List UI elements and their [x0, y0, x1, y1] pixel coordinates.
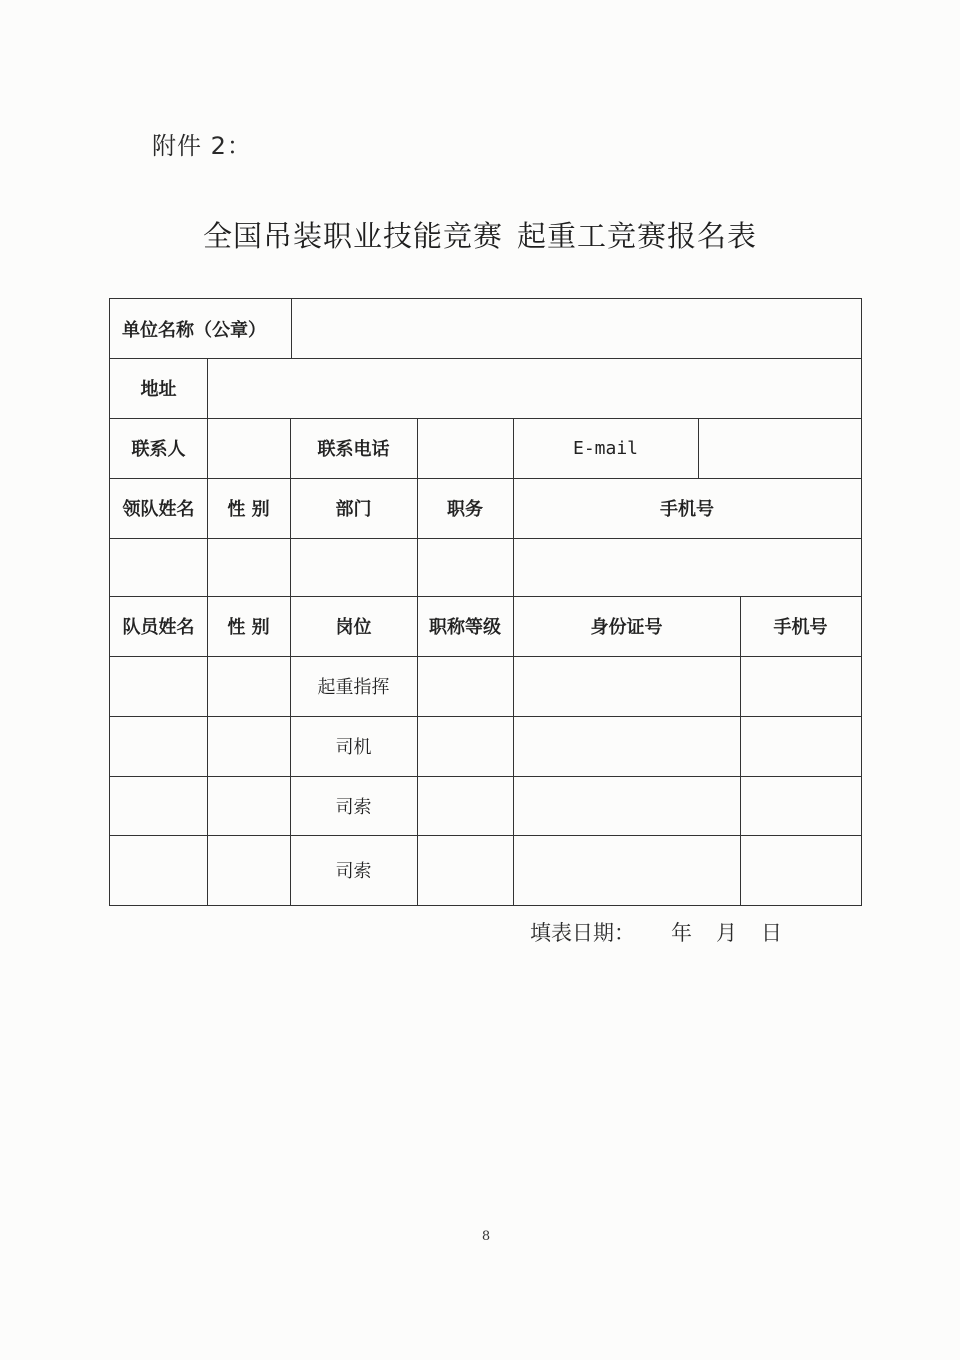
member-grade-field[interactable] [417, 835, 513, 905]
attachment-label: 附件 2： [152, 132, 252, 160]
member-position-value: 司索 [335, 796, 372, 818]
unit-name-label: 单位名称（公章） [122, 319, 266, 341]
member-position-value: 司索 [335, 861, 372, 882]
fill-date-year: 年 [671, 921, 692, 945]
member-id-field[interactable] [513, 835, 740, 905]
leader-department-field[interactable] [290, 538, 417, 596]
member-position-header: 岗位 [335, 617, 372, 638]
address-label: 地址 [140, 379, 177, 400]
leader-title-field[interactable] [417, 538, 513, 596]
member-gender-header: 性 别 [227, 617, 270, 638]
leader-gender-field[interactable] [207, 538, 290, 596]
member-position-value: 司机 [335, 737, 372, 758]
fill-date-month: 月 [716, 921, 737, 945]
member-name-field[interactable] [110, 656, 207, 716]
member-position-value: 起重指挥 [317, 677, 390, 698]
member-name-field[interactable] [110, 716, 207, 776]
email-field[interactable] [698, 418, 861, 478]
leader-title-header: 职务 [447, 499, 483, 520]
leader-mobile-field[interactable] [513, 538, 861, 596]
fill-date-label: 填表日期： [530, 921, 635, 945]
title-part-1: 全国吊装职业技能竞赛 [202, 219, 503, 253]
member-grade-header: 职称等级 [429, 617, 501, 638]
leader-name-header: 领队姓名 [122, 499, 195, 520]
phone-label: 联系电话 [317, 439, 390, 460]
member-name-field[interactable] [110, 776, 207, 835]
leader-gender-header: 性 别 [227, 499, 270, 520]
member-gender-field[interactable] [207, 656, 290, 716]
member-mobile-field[interactable] [740, 716, 861, 776]
address-field[interactable] [207, 358, 861, 418]
member-grade-field[interactable] [417, 776, 513, 835]
member-gender-field[interactable] [207, 776, 290, 835]
member-id-field[interactable] [513, 656, 740, 716]
member-gender-field[interactable] [207, 835, 290, 905]
phone-field[interactable] [417, 418, 513, 478]
registration-form-table [109, 298, 862, 906]
email-label: E-mail [572, 437, 639, 459]
member-grade-field[interactable] [417, 716, 513, 776]
member-grade-field[interactable] [417, 656, 513, 716]
member-gender-field[interactable] [207, 716, 290, 776]
member-id-field[interactable] [513, 716, 740, 776]
leader-mobile-header: 手机号 [660, 499, 714, 520]
member-name-header: 队员姓名 [122, 617, 195, 638]
leader-name-field[interactable] [110, 538, 207, 596]
fill-date [530, 917, 782, 947]
unit-name-field[interactable] [291, 299, 861, 358]
member-mobile-field[interactable] [740, 835, 861, 905]
member-mobile-header: 手机号 [773, 617, 828, 638]
contact-field[interactable] [207, 418, 290, 478]
title-part-2: 起重工竞赛报名表 [517, 219, 758, 253]
member-id-field[interactable] [513, 776, 740, 835]
member-name-field[interactable] [110, 835, 207, 905]
contact-label: 联系人 [131, 439, 186, 460]
page-number: 8 [481, 1229, 491, 1244]
member-mobile-field[interactable] [740, 656, 861, 716]
leader-department-header: 部门 [335, 499, 372, 520]
member-id-header: 身份证号 [590, 617, 663, 638]
fill-date-day: 日 [761, 921, 782, 945]
member-mobile-field[interactable] [740, 776, 861, 835]
form-title [0, 214, 960, 255]
